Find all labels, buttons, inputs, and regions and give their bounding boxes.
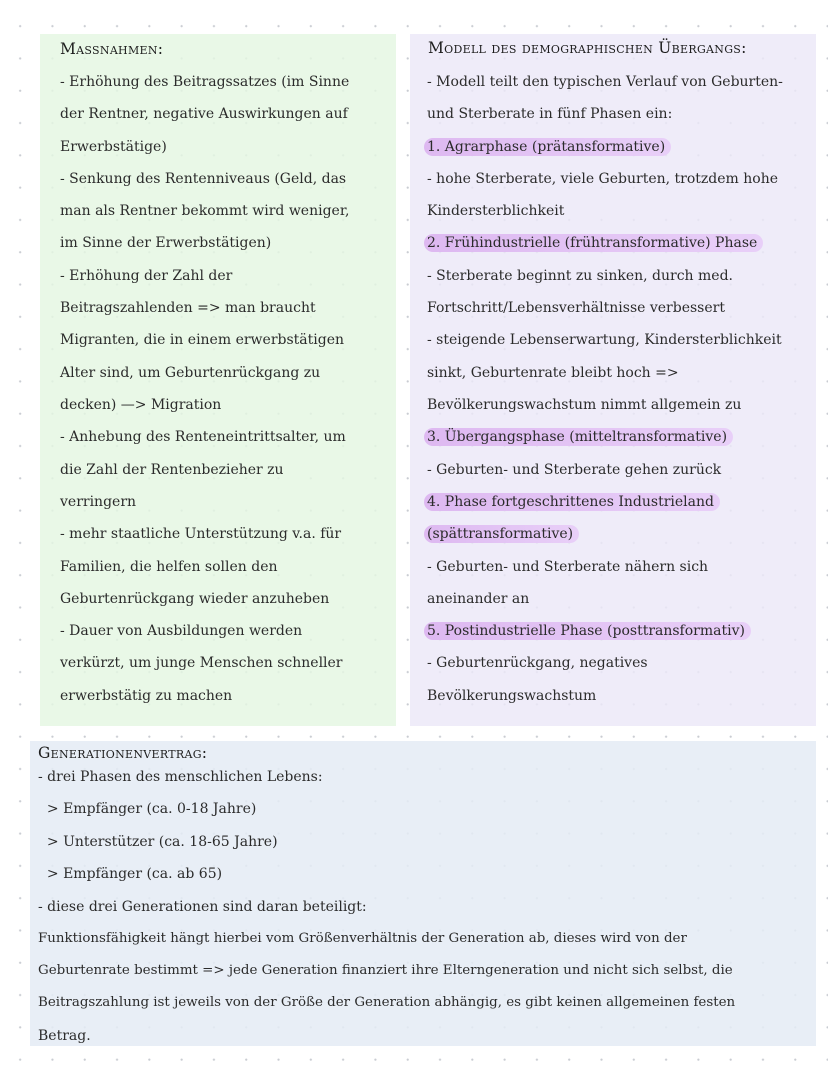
model-line: Fortschritt/Lebensverhältnisse verbessert — [427, 300, 725, 316]
measures-line: der Rentner, negative Auswirkungen auf — [60, 106, 348, 122]
measures-line: - Dauer von Ausbildungen werden — [60, 623, 303, 639]
generation-contract-section — [30, 741, 816, 1046]
demographic-model-heading: Modell des demographischen Übergangs: — [428, 39, 747, 57]
measures-section — [40, 34, 396, 726]
measures-line: im Sinne der Erwerbstätigen) — [60, 235, 272, 251]
model-line: - Geburtenrückgang, negatives — [427, 655, 648, 671]
measures-line: - Erhöhung des Beitragssatzes (im Sinne — [60, 74, 350, 90]
model-line: - hohe Sterberate, viele Geburten, trotzdem hohe — [427, 171, 778, 187]
phase-title: 5. Postindustrielle Phase (posttransformativ) — [427, 621, 751, 641]
contract-line: > Unterstützer (ca. 18-65 Jahre) — [38, 834, 278, 850]
model-line: - Sterberate beginnt zu sinken, durch med. — [427, 268, 733, 284]
measures-line: die Zahl der Rentenbezieher zu — [60, 462, 284, 478]
phase-title: 3. Übergangsphase (mitteltransformative) — [427, 427, 733, 447]
phase-title: 1. Agrarphase (prätansformative) — [427, 137, 671, 157]
contract-line: > Empfänger (ca. 0-18 Jahre) — [38, 801, 257, 817]
contract-line: Beitragszahlung ist jeweils von der Größe der Generation abhängig, es gibt keinen allgemeinen festen — [38, 995, 736, 1010]
measures-line: decken) —> Migration — [60, 397, 222, 413]
measures-heading: Massnahmen: — [60, 40, 164, 58]
model-line: Bevölkerungswachstum — [427, 688, 597, 704]
model-line: sinkt, Geburtenrate bleibt hoch => — [427, 365, 679, 381]
measures-line: man als Rentner bekommt wird weniger, — [60, 203, 350, 219]
phase-title: (spättransformative) — [427, 524, 579, 544]
model-line: Bevölkerungswachstum nimmt allgemein zu — [427, 397, 742, 413]
measures-line: Migranten, die in einem erwerbstätigen — [60, 332, 344, 348]
model-line: - Modell teilt den typischen Verlauf von Geburten- — [427, 74, 783, 90]
phase-title: 2. Frühindustrielle (frühtransformative) Phase — [427, 233, 763, 253]
demographic-model-section — [410, 34, 816, 726]
measures-line: verkürzt, um junge Menschen schneller — [60, 655, 343, 671]
phase-title: 4. Phase fortgeschrittenes Industrieland — [427, 492, 720, 512]
measures-line: Geburtenrückgang wieder anzuheben — [60, 591, 330, 607]
measures-line: erwerbstätig zu machen — [60, 688, 233, 704]
model-line: aneinander an — [427, 591, 530, 607]
contract-line: - drei Phasen des menschlichen Lebens: — [38, 769, 323, 785]
contract-line: - diese drei Generationen sind daran beteiligt: — [38, 899, 367, 915]
model-line: - Geburten- und Sterberate nähern sich — [427, 559, 709, 575]
contract-line: Betrag. — [38, 1028, 91, 1044]
measures-line: Alter sind, um Geburtenrückgang zu — [60, 365, 321, 381]
model-line: und Sterberate in fünf Phasen ein: — [427, 106, 673, 122]
measures-line: Beitragszahlenden => man braucht — [60, 300, 316, 316]
contract-line: Geburtenrate bestimmt => jede Generation finanziert ihre Elterngeneration und nicht sich selbst, die — [38, 963, 733, 978]
measures-line: - Senkung des Rentenniveaus (Geld, das — [60, 171, 347, 187]
model-line: - Geburten- und Sterberate gehen zurück — [427, 462, 722, 478]
measures-line: verringern — [60, 494, 137, 510]
measures-line: - Erhöhung der Zahl der — [60, 268, 233, 284]
model-line: Kindersterblichkeit — [427, 203, 565, 219]
contract-line: Funktionsfähigkeit hängt hierbei vom Größenverhältnis der Generation ab, dieses wird von der — [38, 931, 687, 946]
generation-contract-heading: Generationenvertrag: — [38, 744, 208, 762]
measures-line: Erwerbstätige) — [60, 139, 167, 155]
measures-line: - Anhebung des Renteneintrittsalter, um — [60, 429, 346, 445]
contract-line: > Empfänger (ca. ab 65) — [38, 866, 223, 882]
model-line: - steigende Lebenserwartung, Kindersterblichkeit — [427, 332, 782, 348]
measures-line: - mehr staatliche Unterstützung v.a. für — [60, 526, 342, 542]
measures-line: Familien, die helfen sollen den — [60, 559, 278, 575]
